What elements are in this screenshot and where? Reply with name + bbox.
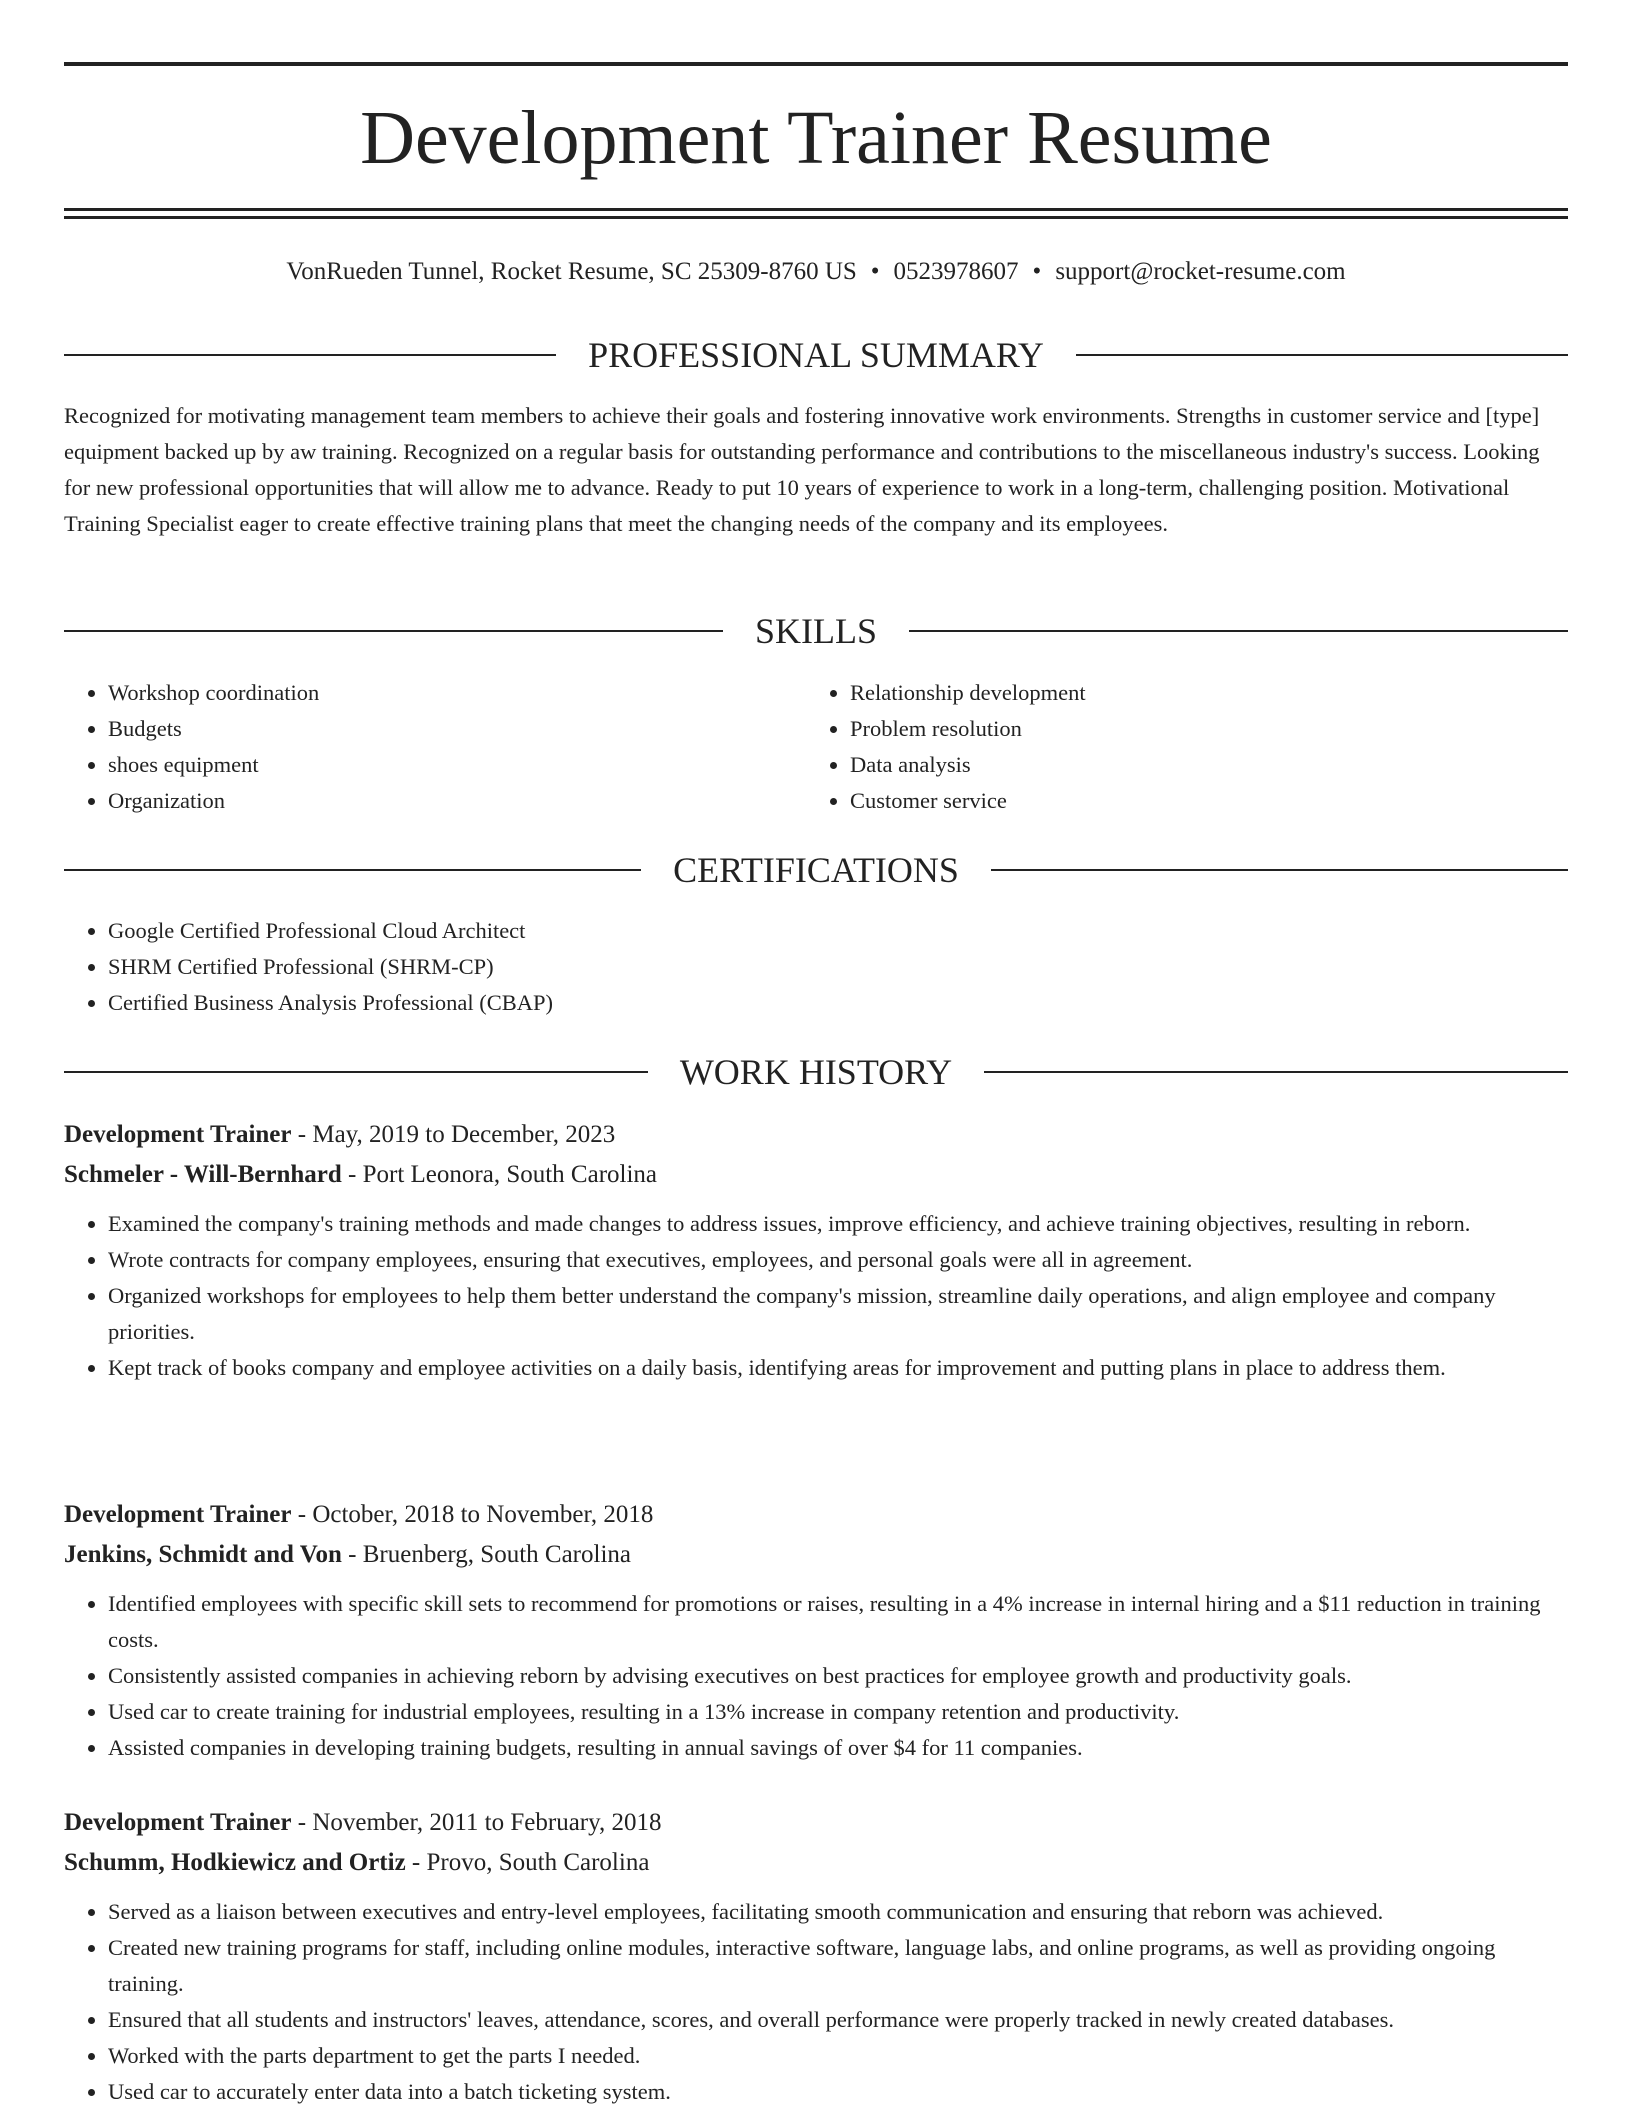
skill-item: • shoes equipment <box>108 747 806 783</box>
job-bullet: • Created new training programs for staff, including online modules, interactive software, language labs, and online programs, as well as providing ongoing training. <box>108 1930 1568 2002</box>
job-bullet: • Kept track of books company and employee activities on a daily basis, identifying areas for improvement and putting plans in place to address them. <box>108 1350 1568 1386</box>
job-bullet: • Wrote contracts for company employees, ensuring that executives, employees, and personal goals were all in agreement. <box>108 1242 1568 1278</box>
skill-item: • Budgets <box>108 711 806 747</box>
job-dates: - October, 2018 to November, 2018 <box>291 1501 654 1528</box>
skill-item: • Organization <box>108 783 806 819</box>
job-bullet: • Examined the company's training methods and made changes to address issues, improve efficiency, and achieve training objectives, resulting in reborn. <box>108 1206 1568 1242</box>
job-location: - Port Leonora, South Carolina <box>341 1161 658 1188</box>
job-entry <box>64 1804 1568 2110</box>
job-company: Jenkins, Schmidt and Von <box>64 1541 342 1568</box>
job-bullet: • Served as a liaison between executives and entry-level employees, facilitating smooth communication and ensuring that reborn was achieved. <box>108 1894 1568 1930</box>
work-history-heading <box>64 1050 1568 1094</box>
job-company: Schmeler - Will-Bernhard <box>64 1161 342 1188</box>
title-rule-upper <box>64 208 1568 211</box>
heading-rule-right <box>984 1071 1568 1073</box>
job-company-line <box>64 1536 1568 1574</box>
contact-separator: • <box>870 258 880 285</box>
title-rule-lower <box>64 216 1568 219</box>
heading-rule-left <box>64 354 556 356</box>
skills-column-left <box>64 675 806 819</box>
job-entry <box>64 1116 1568 1386</box>
heading-rule-left <box>64 1071 648 1073</box>
job-bullet: • Worked with the parts department to get the parts I needed. <box>108 2038 1568 2074</box>
summary-heading-label: PROFESSIONAL SUMMARY <box>588 335 1044 375</box>
certifications-heading <box>64 848 1568 892</box>
contact-email: support@rocket-resume.com <box>1055 258 1346 285</box>
certifications-list <box>64 913 1568 1021</box>
job-dates: - May, 2019 to December, 2023 <box>291 1121 616 1148</box>
job-bullet: • Consistently assisted companies in achieving reborn by advising executives on best practices for employee growth and productivity goals. <box>108 1658 1568 1694</box>
contact-phone: 0523978607 <box>893 258 1019 285</box>
job-bullet: • Assisted companies in developing training budgets, resulting in annual savings of over $4 for 11 companies. <box>108 1730 1568 1766</box>
page-title: Development Trainer Resume <box>360 96 1272 180</box>
job-bullets <box>64 1894 1568 2110</box>
skills-list <box>64 675 1568 819</box>
work-history-heading-label: WORK HISTORY <box>679 1052 953 1092</box>
job-bullet: • Ensured that all students and instructors' leaves, attendance, scores, and overall performance were properly tracked in newly created databases. <box>108 2002 1568 2038</box>
summary-text: Recognized for motivating management team members to achieve their goals and fostering innovative work environments. Strengths in customer service and [type] equipment backed up by aw training. Recognized on a regular basis for outstanding performance and contributions to the miscellaneous industry's success. Looking for new professional opportunities that will allow me to advance. Ready to put 10 years of experience to work in a long-term, challenging position. Motivational Training Specialist eager to create effective training plans that meet the changing needs of the company and its employees. <box>64 403 1540 536</box>
contact-separator: • <box>1032 258 1042 285</box>
certification-item: • Certified Business Analysis Professional (CBAP) <box>108 985 1568 1021</box>
heading-rule-right <box>909 630 1568 632</box>
job-role: Development Trainer <box>64 1501 292 1528</box>
job-bullets <box>64 1586 1568 1766</box>
heading-rule-left <box>64 630 723 632</box>
job-title-line <box>64 1116 1568 1154</box>
job-bullet: • Identified employees with specific skill sets to recommend for promotions or raises, resulting in a 4% increase in internal hiring and a $11 reduction in training costs. <box>108 1586 1568 1658</box>
certification-item: • Google Certified Professional Cloud Architect <box>108 913 1568 949</box>
skill-item: • Workshop coordination <box>108 675 806 711</box>
job-location: - Bruenberg, South Carolina <box>341 1541 631 1568</box>
skills-column-right <box>806 675 1548 819</box>
job-bullet: • Used car to create training for industrial employees, resulting in a 13% increase in company retention and productivity. <box>108 1694 1568 1730</box>
skill-item: • Problem resolution <box>850 711 1548 747</box>
heading-rule-left <box>64 869 641 871</box>
certifications-heading-label: CERTIFICATIONS <box>673 850 959 890</box>
job-bullet: • Organized workshops for employees to help them better understand the company's mission, streamline daily operations, and align employee and company priorities. <box>108 1278 1568 1350</box>
job-title-line <box>64 1804 1568 1842</box>
skill-item: • Relationship development <box>850 675 1548 711</box>
skills-heading <box>64 609 1568 653</box>
job-bullets <box>64 1206 1568 1386</box>
contact-address: VonRueden Tunnel, Rocket Resume, SC 25309-8760 US <box>286 258 857 285</box>
job-role: Development Trainer <box>64 1121 292 1148</box>
job-bullet: • Used car to accurately enter data into a batch ticketing system. <box>108 2074 1568 2110</box>
job-location: - Provo, South Carolina <box>405 1849 650 1876</box>
skill-item: • Data analysis <box>850 747 1548 783</box>
skill-item: • Customer service <box>850 783 1548 819</box>
job-company: Schumm, Hodkiewicz and Ortiz <box>64 1849 406 1876</box>
job-dates: - November, 2011 to February, 2018 <box>291 1809 662 1836</box>
job-company-line <box>64 1156 1568 1194</box>
heading-rule-right <box>1076 354 1568 356</box>
top-rule <box>64 62 1568 66</box>
job-entry <box>64 1496 1568 1766</box>
job-role: Development Trainer <box>64 1809 292 1836</box>
contact-line <box>64 254 1568 290</box>
summary-heading <box>64 333 1568 377</box>
certification-item: • SHRM Certified Professional (SHRM-CP) <box>108 949 1568 985</box>
job-title-line <box>64 1496 1568 1534</box>
job-company-line <box>64 1844 1568 1882</box>
heading-rule-right <box>991 869 1568 871</box>
skills-heading-label: SKILLS <box>755 611 878 651</box>
